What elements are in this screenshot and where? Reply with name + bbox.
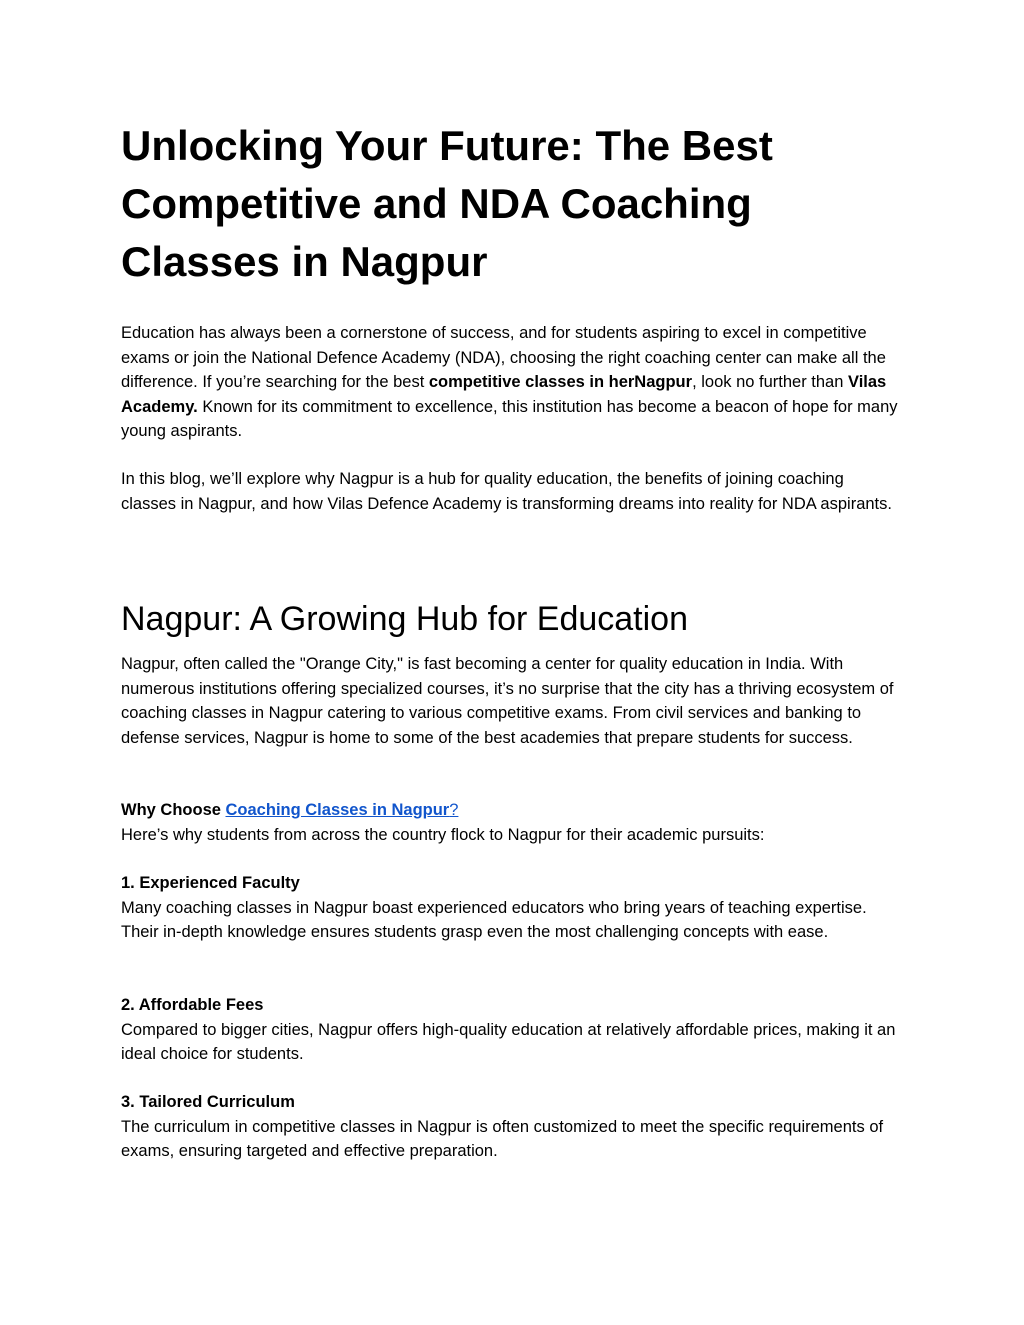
intro-paragraph-2: In this blog, we’ll explore why Nagpur is a hub for quality education, the benefits of joining coaching classes in Nagpur, and how Vilas Defence Academy is transforming dreams into reality for NDA aspirants. [121, 470, 892, 513]
point-experienced-faculty [121, 871, 901, 945]
point-text: Many coaching classes in Nagpur boast experienced educators who bring years of teaching expertise. Their in-depth knowledge ensures students grasp even the most challenging concepts with ease. [121, 898, 867, 941]
intro-text-3: Known for its commitment to excellence, this institution has become a beacon of hope for many young aspirants. [121, 397, 898, 440]
intro-bold-academy: Vilas Academy. [121, 373, 887, 416]
intro-bold-competitive: competitive classes in herNagpur [428, 373, 693, 391]
why-choose-text: Here’s why students from across the country flock to Nagpur for their academic pursuits: [121, 825, 765, 844]
point-tailored-curriculum [121, 1090, 901, 1164]
intro-text-2: , look no further than [692, 373, 848, 391]
why-choose-suffix: ? [449, 801, 459, 819]
point-text: Compared to bigger cities, Nagpur offers high-quality education at relatively affordable prices, making it an ideal choice for students. [121, 1020, 896, 1063]
why-choose-block [121, 798, 901, 847]
intro-paragraph [121, 321, 901, 444]
coaching-classes-link[interactable]: Coaching Classes in Nagpur [225, 801, 450, 819]
point-affordable-fees [121, 993, 901, 1067]
point-title: 1. Experienced Faculty [121, 874, 300, 892]
page-title: Unlocking Your Future: The Best Competitive and NDA Coaching Classes in Nagpur [121, 122, 773, 285]
intro-text-1: Education has always been a cornerstone of success, and for students aspiring to excel in competitive exams or join the National Defence Academy (NDA), choosing the right coaching center can make all the difference. If you’re searching for the best [121, 324, 886, 391]
why-choose-prefix: Why Choose [121, 801, 226, 819]
section-paragraph: Nagpur, often called the "Orange City," is fast becoming a center for quality education in India. With numerous institutions offering specialized courses, it’s no surprise that the city has a thriving ecosystem of coaching classes in Nagpur catering to various competitive exams. From civil services and banking to defense services, Nagpur is home to some of the best academies that prepare students for success. [121, 655, 894, 747]
point-text: The curriculum in competitive classes in Nagpur is often customized to meet the specific requirements of exams, ensuring targeted and effective preparation. [121, 1117, 884, 1160]
point-title: 3. Tailored Curriculum [121, 1093, 295, 1111]
section-heading: Nagpur: A Growing Hub for Education [121, 600, 688, 638]
point-title: 2. Affordable Fees [121, 996, 264, 1014]
